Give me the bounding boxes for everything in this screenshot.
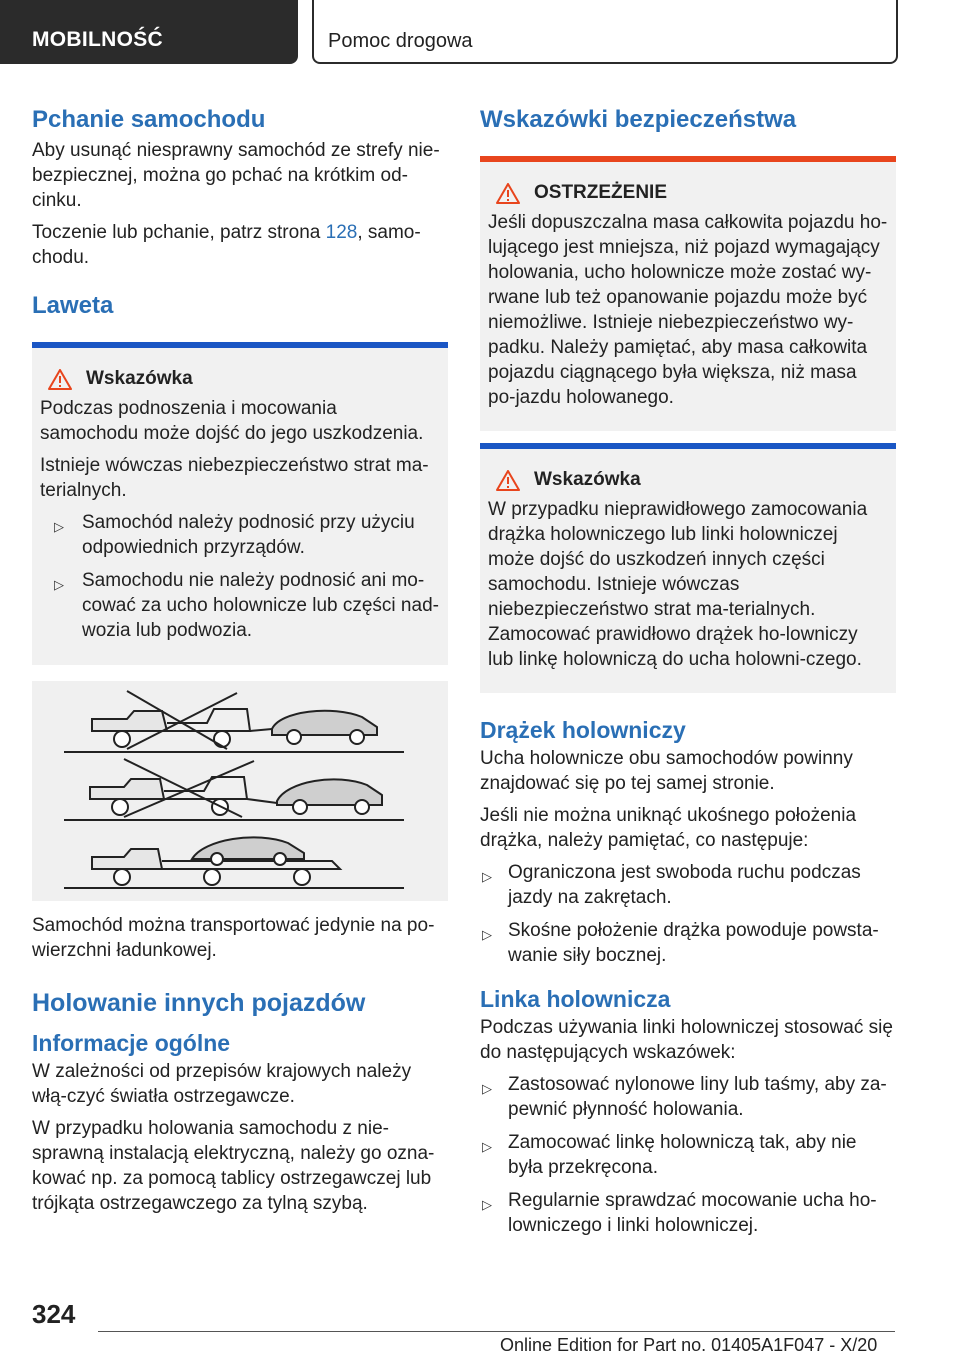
note-box <box>480 443 896 693</box>
bullet-triangle-icon: ▷ <box>54 577 64 592</box>
edition-note: Online Edition for Part no. 01405A1F047 - X/20 <box>500 1335 878 1355</box>
bullet-triangle-icon: ▷ <box>482 1081 492 1096</box>
footer-divider <box>98 1331 895 1332</box>
section-label: MOBILNOŚĆ <box>32 28 164 51</box>
tow-truck-illustration <box>32 681 448 901</box>
tow-bar-bullet-list <box>480 860 896 968</box>
chapter-title-box <box>312 0 898 64</box>
tow-bar-text-1: Ucha holownicze obu samochodów powinny znajdować się po tej samej stronie. <box>480 748 853 794</box>
pushing-text-1: Aby usunąć niesprawny samochód ze strefy nie-bezpiecznej, można go pchać na krótkim od-cinku. <box>32 140 440 211</box>
list-item: ▷ Samochód należy podnosić przy użyciu odpowiednich przyrządów. <box>54 512 415 558</box>
page-header <box>0 0 960 66</box>
note-title: Wskazówka <box>496 469 888 491</box>
chapter-title: Pomoc drogowa <box>328 30 473 52</box>
note-title: Wskazówka <box>48 368 440 390</box>
note-text-1: Podczas podnoszenia i mocowania samochodu może dojść do jego uszkodzenia. <box>40 398 424 444</box>
towing-text-1: W zależności od przepisów krajowych należy włą-czyć światła ostrzegawcze. <box>32 1061 412 1107</box>
note-text-2: Istnieje wówczas niebezpieczeństwo strat ma-terialnych. <box>40 455 429 501</box>
list-item: ▷ Ograniczona jest swoboda ruchu podczas jazdy na zakrętach. <box>482 862 861 908</box>
note-box <box>32 342 448 665</box>
bullet-triangle-icon: ▷ <box>482 927 492 942</box>
list-item: ▷ Skośne położenie drążka powoduje powsta-wanie siły bocznej. <box>482 920 879 966</box>
warning-title: OSTRZEŻENIE <box>496 182 888 204</box>
tow-rope-text-1: Podczas używania linki holowniczej stosować się do następujących wskazówek: <box>480 1017 893 1063</box>
pushing-text-2: Toczenie lub pchanie, patrz strona 128, samo-chodu. <box>32 222 421 268</box>
heading-tow-rope: Linka holownicza <box>480 986 671 1012</box>
towing-text-2: W przypadku holowania samochodu z nie-sprawną instalacją elektryczną, należy go ozna-kować np. za pomocą tablicy ostrzegawczej lub trójkąta ostrzegawczego za tylną szybą. <box>32 1118 435 1214</box>
left-column <box>32 100 448 1223</box>
heading-safety: Wskazówki bezpieczeństwa <box>480 106 797 133</box>
page-link[interactable]: 128 <box>325 222 358 243</box>
heading-laweta: Laweta <box>32 292 114 319</box>
warning-box <box>480 156 896 431</box>
heading-towing: Holowanie innych pojazdów <box>32 989 366 1017</box>
list-item: ▷ Regularnie sprawdzać mocowanie ucha ho-lowniczego i linki holowniczej. <box>482 1190 877 1236</box>
heading-general-info: Informacje ogólne <box>32 1030 231 1056</box>
bullet-triangle-icon: ▷ <box>482 869 492 884</box>
heading-pushing: Pchanie samochodu <box>32 106 266 133</box>
bullet-triangle-icon: ▷ <box>54 519 64 534</box>
warning-triangle-icon <box>496 470 520 491</box>
section-tab <box>0 0 298 64</box>
note-bullet-list <box>40 510 440 643</box>
tow-rope-bullet-list <box>480 1072 896 1238</box>
list-item: ▷ Samochodu nie należy podnosić ani mo-cować za ucho holownicze lub części nad-wozia lub podwozia. <box>54 570 439 641</box>
tow-truck-diagram <box>32 681 448 901</box>
warning-triangle-icon <box>48 369 72 390</box>
bullet-triangle-icon: ▷ <box>482 1139 492 1154</box>
note-text: W przypadku nieprawidłowego zamocowania drążka holowniczego lub linki holowniczej może dojść do uszkodzeń innych części samochodu. Istnieje wówczas niebezpieczeństwo strat ma-terialnych. Zamocować prawidłowo drążek ho-lowniczy lub linkę holowniczą do ucha holowni-czego. <box>488 499 868 670</box>
list-item: ▷ Zastosować nylonowe liny lub taśmy, aby za-pewnić płynność holowania. <box>482 1074 887 1120</box>
figure-caption: Samochód można transportować jedynie na po-wierzchni ładunkowej. <box>32 915 435 961</box>
right-column <box>480 100 896 1246</box>
warning-text: Jeśli dopuszczalna masa całkowita pojazdu ho-lującego jest mniejsza, niż pojazd wymagający holowania, ucho holownicze może zostać wy-rwane lub też opanowanie pojazdu może być niemożliwe. Istnieje niebezpieczeństwo wy-padku. Należy pamiętać, aby masa całkowita pojazdu ciągnącego była większa, niż masa po-jazdu holowanego. <box>488 212 888 408</box>
tow-bar-text-2: Jeśli nie można uniknąć ukośnego położenia drążka, należy pamiętać, co następuje: <box>480 805 857 851</box>
bullet-triangle-icon: ▷ <box>482 1197 492 1212</box>
page-number: 324 <box>32 1299 76 1329</box>
heading-tow-bar: Drążek holowniczy <box>480 717 686 743</box>
list-item: ▷ Zamocować linkę holowniczą tak, aby nie była przekręcona. <box>482 1132 857 1178</box>
warning-triangle-icon <box>496 183 520 204</box>
